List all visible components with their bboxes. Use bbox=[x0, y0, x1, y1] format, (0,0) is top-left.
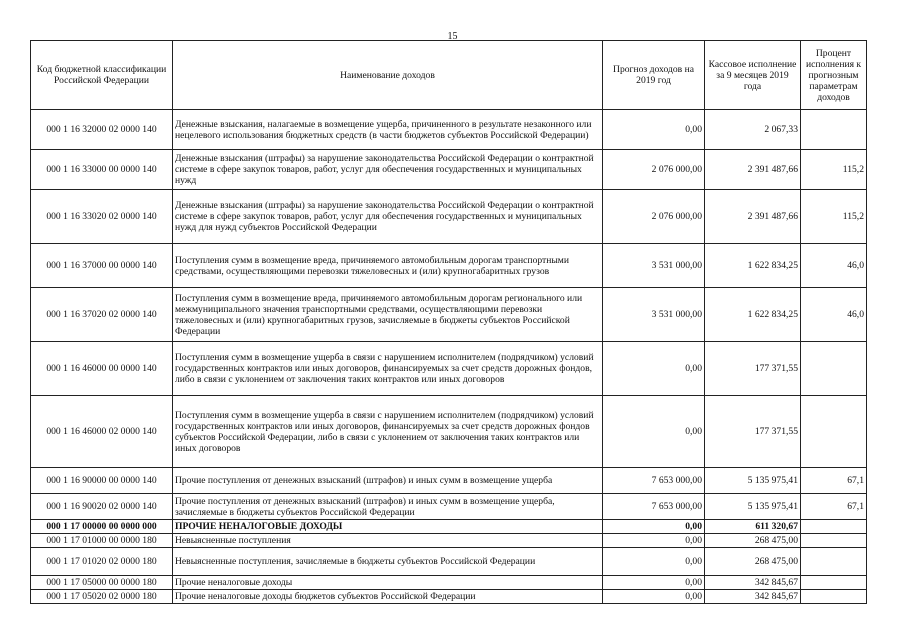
cell-percent: 67,1 bbox=[801, 494, 867, 520]
cell-code: 000 1 17 05000 00 0000 180 bbox=[31, 576, 173, 590]
cell-cash: 5 135 975,41 bbox=[705, 468, 801, 494]
cell-cash: 2 391 487,66 bbox=[705, 150, 801, 190]
cell-forecast: 0,00 bbox=[603, 110, 705, 150]
cell-percent: 115,2 bbox=[801, 190, 867, 244]
cell-code: 000 1 16 90020 02 0000 140 bbox=[31, 494, 173, 520]
cell-name: Прочие неналоговые доходы бюджетов субъектов Российской Федерации bbox=[173, 590, 603, 604]
cell-code: 000 1 16 90000 00 0000 140 bbox=[31, 468, 173, 494]
cell-cash: 342 845,67 bbox=[705, 576, 801, 590]
table-row bbox=[31, 244, 867, 288]
cell-code: 000 1 17 01000 00 0000 180 bbox=[31, 534, 173, 548]
cell-forecast: 0,00 bbox=[603, 534, 705, 548]
cell-forecast: 0,00 bbox=[603, 342, 705, 396]
cell-percent: 115,2 bbox=[801, 150, 867, 190]
cell-percent bbox=[801, 520, 867, 534]
cell-forecast: 7 653 000,00 bbox=[603, 468, 705, 494]
cell-code: 000 1 16 46000 00 0000 140 bbox=[31, 342, 173, 396]
cell-cash: 611 320,67 bbox=[705, 520, 801, 534]
cell-code: 000 1 16 33020 02 0000 140 bbox=[31, 190, 173, 244]
cell-percent bbox=[801, 342, 867, 396]
cell-forecast: 0,00 bbox=[603, 520, 705, 534]
header-name: Наименование доходов bbox=[173, 41, 603, 110]
cell-name: Прочие поступления от денежных взысканий (штрафов) и иных сумм в возмещение ущерба bbox=[173, 468, 603, 494]
cell-code: 000 1 16 37000 00 0000 140 bbox=[31, 244, 173, 288]
cell-name: Поступления сумм в возмещение ущерба в связи с нарушением исполнителем (подрядчиком) условий государственных контрактов или иных договоров, финансируемых за счет средств дорожных фондов субъектов Российской Федерации, либо в связи с уклонением от заключения таких контрактов или иных договоров bbox=[173, 396, 603, 468]
cell-forecast: 3 531 000,00 bbox=[603, 244, 705, 288]
cell-name: Невыясненные поступления, зачисляемые в бюджеты субъектов Российской Федерации bbox=[173, 548, 603, 576]
header-forecast: Прогноз доходов на 2019 год bbox=[603, 41, 705, 110]
revenue-table bbox=[30, 40, 867, 604]
cell-forecast: 7 653 000,00 bbox=[603, 494, 705, 520]
cell-code: 000 1 17 01020 02 0000 180 bbox=[31, 548, 173, 576]
table-row bbox=[31, 396, 867, 468]
cell-cash: 2 391 487,66 bbox=[705, 190, 801, 244]
cell-cash: 1 622 834,25 bbox=[705, 288, 801, 342]
cell-name: Денежные взыскания (штрафы) за нарушение законодательства Российской Федерации о контрактной системе в сфере закупок товаров, работ, услуг для обеспечения государственных и муниципальных нужд bbox=[173, 150, 603, 190]
table-row bbox=[31, 190, 867, 244]
cell-percent: 46,0 bbox=[801, 288, 867, 342]
cell-name: Денежные взыскания, налагаемые в возмещение ущерба, причиненного в результате незаконного или нецелевого использования бюджетных средств (в части бюджетов субъектов Российской Федерации) bbox=[173, 110, 603, 150]
cell-code: 000 1 16 46000 02 0000 140 bbox=[31, 396, 173, 468]
cell-cash: 268 475,00 bbox=[705, 534, 801, 548]
cell-cash: 1 622 834,25 bbox=[705, 244, 801, 288]
page-number: 15 bbox=[447, 31, 458, 42]
cell-percent bbox=[801, 396, 867, 468]
header-percent: Процент исполнения к прогнозным параметрам доходов bbox=[801, 41, 867, 110]
cell-cash: 342 845,67 bbox=[705, 590, 801, 604]
header-code: Код бюджетной классификации Российской Федерации bbox=[31, 41, 173, 110]
cell-percent bbox=[801, 534, 867, 548]
table-row bbox=[31, 342, 867, 396]
table-row bbox=[31, 494, 867, 520]
table-row bbox=[31, 576, 867, 590]
table-row bbox=[31, 288, 867, 342]
cell-percent bbox=[801, 110, 867, 150]
cell-name: ПРОЧИЕ НЕНАЛОГОВЫЕ ДОХОДЫ bbox=[173, 520, 603, 534]
cell-code: 000 1 16 37020 02 0000 140 bbox=[31, 288, 173, 342]
table-row bbox=[31, 468, 867, 494]
cell-name: Прочие поступления от денежных взысканий (штрафов) и иных сумм в возмещение ущерба, зачисляемые в бюджеты субъектов Российской Федерации bbox=[173, 494, 603, 520]
cell-forecast: 0,00 bbox=[603, 396, 705, 468]
cell-cash: 268 475,00 bbox=[705, 548, 801, 576]
header-cash: Кассовое исполнение за 9 месяцев 2019 года bbox=[705, 41, 801, 110]
cell-name: Денежные взыскания (штрафы) за нарушение законодательства Российской Федерации о контрактной системе в сфере закупок товаров, работ, услуг для обеспечения государственных и муниципальных нужд для нужд субъектов Российской Федерации bbox=[173, 190, 603, 244]
table-header-row bbox=[31, 41, 867, 110]
cell-forecast: 0,00 bbox=[603, 576, 705, 590]
table-body bbox=[31, 110, 867, 604]
cell-forecast: 0,00 bbox=[603, 590, 705, 604]
table-row bbox=[31, 110, 867, 150]
cell-percent bbox=[801, 576, 867, 590]
cell-name: Невыясненные поступления bbox=[173, 534, 603, 548]
cell-name: Прочие неналоговые доходы bbox=[173, 576, 603, 590]
cell-forecast: 2 076 000,00 bbox=[603, 190, 705, 244]
cell-name: Поступления сумм в возмещение вреда, причиняемого автомобильным дорогам регионального или межмуниципального значения транспортными средствами, осуществляющими перевозки тяжеловесных и (или) крупногабаритных грузов, зачисляемые в бюджеты субъектов Российской Федерации bbox=[173, 288, 603, 342]
cell-forecast: 2 076 000,00 bbox=[603, 150, 705, 190]
cell-percent: 46,0 bbox=[801, 244, 867, 288]
cell-cash: 177 371,55 bbox=[705, 396, 801, 468]
cell-cash: 177 371,55 bbox=[705, 342, 801, 396]
cell-percent: 67,1 bbox=[801, 468, 867, 494]
table-row bbox=[31, 150, 867, 190]
cell-percent bbox=[801, 590, 867, 604]
cell-cash: 5 135 975,41 bbox=[705, 494, 801, 520]
table-row bbox=[31, 534, 867, 548]
cell-percent bbox=[801, 548, 867, 576]
cell-forecast: 3 531 000,00 bbox=[603, 288, 705, 342]
cell-name: Поступления сумм в возмещение ущерба в связи с нарушением исполнителем (подрядчиком) условий государственных контрактов или иных договоров, финансируемых за счет средств дорожных фондов, либо в связи с уклонением от заключения таких контрактов или иных договоров bbox=[173, 342, 603, 396]
table-row bbox=[31, 520, 867, 534]
cell-cash: 2 067,33 bbox=[705, 110, 801, 150]
cell-code: 000 1 16 32000 02 0000 140 bbox=[31, 110, 173, 150]
cell-name: Поступления сумм в возмещение вреда, причиняемого автомобильным дорогам транспортными средствами, осуществляющими перевозки тяжеловесных и (или) крупногабаритных грузов bbox=[173, 244, 603, 288]
cell-code: 000 1 17 00000 00 0000 000 bbox=[31, 520, 173, 534]
table-row bbox=[31, 590, 867, 604]
table-row bbox=[31, 548, 867, 576]
cell-code: 000 1 16 33000 00 0000 140 bbox=[31, 150, 173, 190]
cell-code: 000 1 17 05020 02 0000 180 bbox=[31, 590, 173, 604]
cell-forecast: 0,00 bbox=[603, 548, 705, 576]
